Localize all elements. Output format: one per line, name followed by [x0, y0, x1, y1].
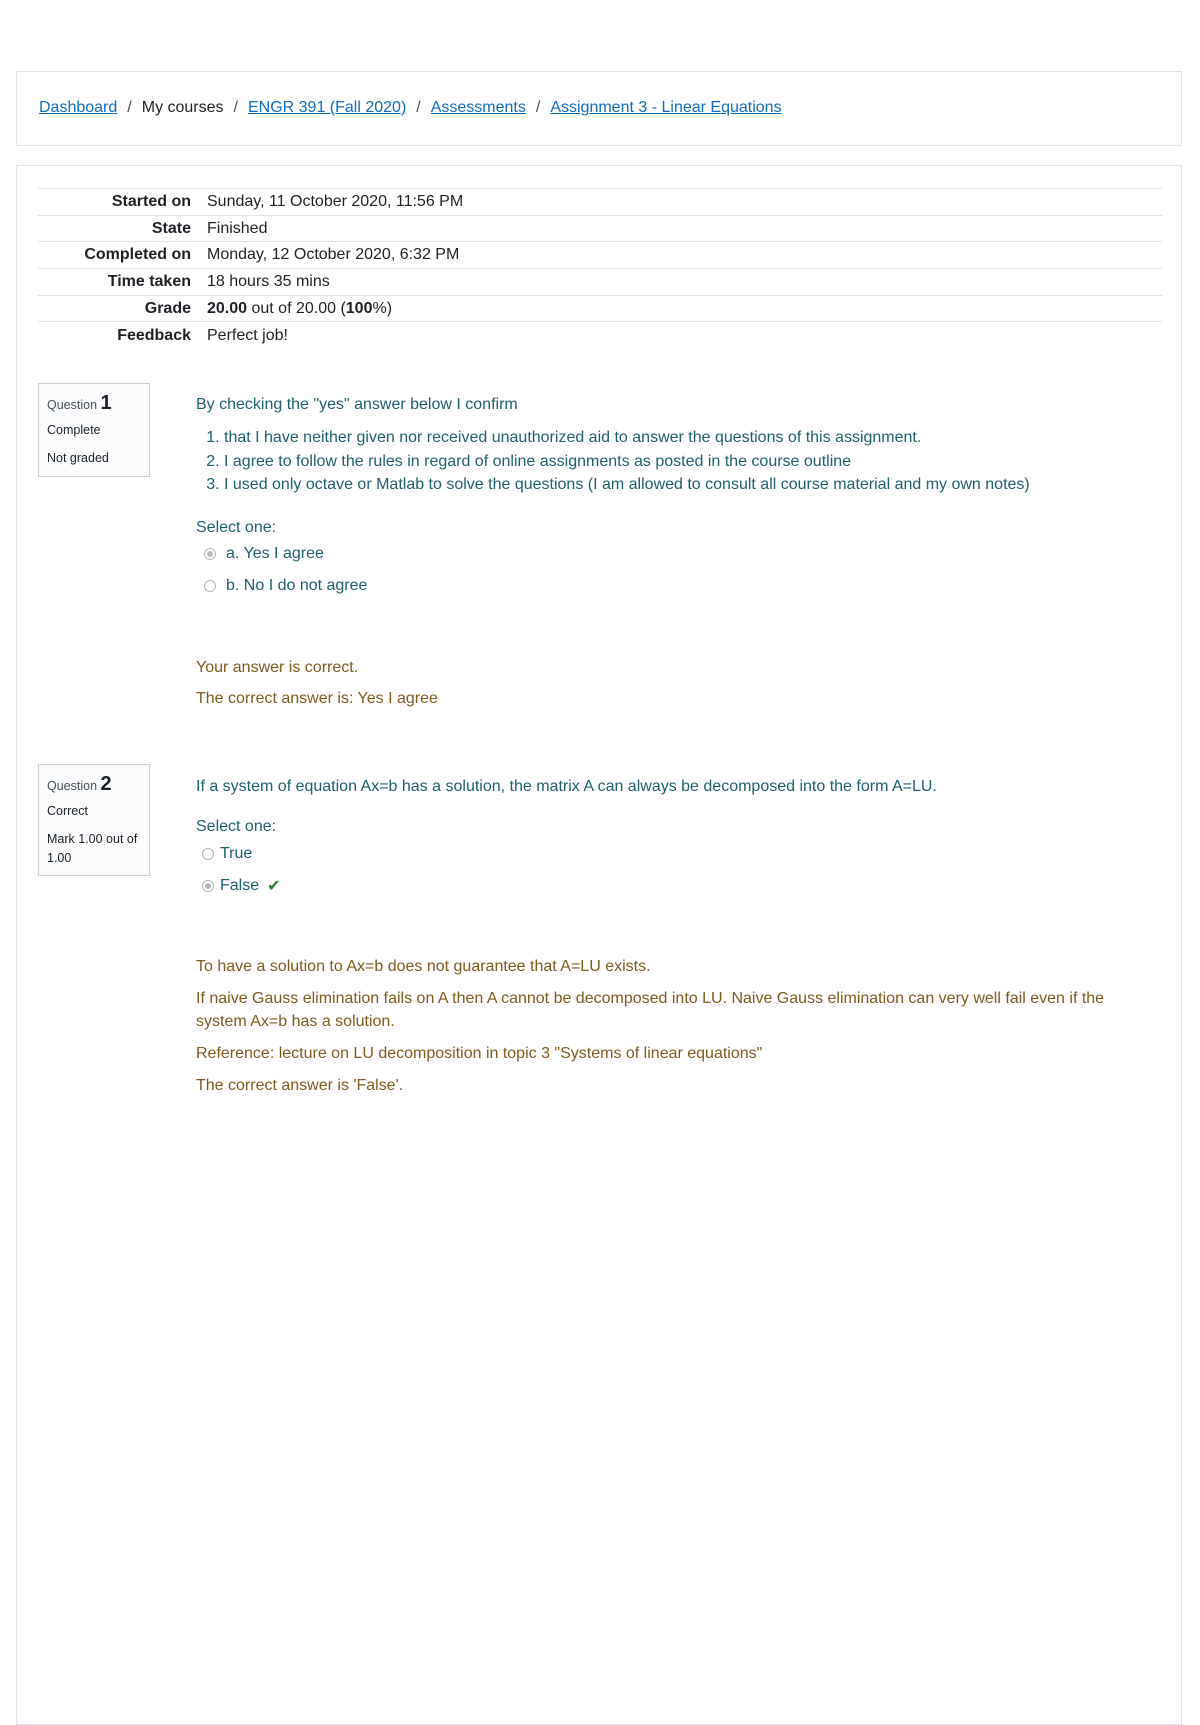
time-taken-value: 18 hours 35 mins [207, 272, 330, 290]
summary-row-started [38, 189, 1162, 216]
completed-on-value: Monday, 12 October 2020, 6:32 PM [207, 246, 460, 264]
option-label: a. Yes I agree [226, 545, 324, 562]
state-value: Finished [207, 219, 268, 237]
list-item: 3. I used only octave or Matlab to solve the questions (I am allowed to consult all course material and my own notes) [224, 473, 1136, 497]
feedback-line: The correct answer is 'False'. [196, 1077, 404, 1094]
question-2-text: If a system of equation Ax=b has a solution, the matrix A can always be decomposed into the form A=LU. [196, 778, 937, 795]
started-on-value: Sunday, 11 October 2020, 11:56 PM [207, 192, 464, 210]
question-1-stem: By checking the "yes" answer below I confirm [196, 396, 518, 413]
feedback-label: Feedback [117, 326, 191, 344]
option-false[interactable] [196, 874, 1136, 897]
grade-percent: 100 [345, 299, 373, 317]
option-true[interactable] [196, 842, 1136, 865]
question-status: Complete [47, 423, 101, 437]
radio-selected-icon[interactable] [204, 548, 216, 560]
question-2-number-line [47, 773, 141, 796]
breadcrumb-course-link[interactable]: ENGR 391 (Fall 2020) [247, 99, 407, 116]
option-label: b. No I do not agree [226, 577, 368, 594]
question-1-confirm-list [196, 426, 1136, 497]
state-label: State [151, 219, 191, 237]
option-no-disagree[interactable] [196, 575, 1136, 598]
started-on-label: Started on [111, 192, 191, 210]
question-mark: Mark 1.00 out of 1.00 [47, 831, 138, 865]
checkmark-icon: ✔ [267, 877, 281, 895]
breadcrumb [39, 99, 782, 117]
grade-suffix: %) [372, 299, 393, 317]
feedback-line: Reference: lecture on LU decomposition in topic 3 "Systems of linear equations" [196, 1045, 763, 1062]
grade-score: 20.00 [207, 299, 248, 317]
question-1-info [38, 383, 150, 477]
select-one-prompt: Select one: [196, 518, 277, 536]
summary-row-feedback [38, 322, 1162, 349]
question-1-text [196, 396, 1136, 497]
question-2-info [38, 764, 150, 876]
list-item: 2. I agree to follow the rules in regard of online assignments as posted in the course outline [224, 450, 1136, 474]
question-2-content [196, 778, 1136, 1105]
question-mark: Not graded [47, 450, 109, 465]
question-1-number-line [47, 392, 141, 415]
question-label: Question [47, 398, 98, 412]
breadcrumb-dashboard-link[interactable]: Dashboard [39, 99, 118, 116]
option-label: False [220, 876, 260, 894]
time-taken-label: Time taken [107, 272, 191, 290]
feedback-line: The correct answer is: Yes I agree [196, 689, 438, 707]
summary-row-completed [38, 242, 1162, 269]
breadcrumb-my-courses: My courses [141, 99, 224, 116]
grade-label: Grade [144, 299, 191, 317]
breadcrumb-separator: / [416, 99, 421, 116]
question-number: 2 [100, 773, 112, 795]
grade-out-of: out of 20.00 ( [247, 299, 346, 317]
select-one-prompt: Select one: [196, 818, 277, 835]
option-label: True [220, 844, 253, 862]
summary-row-grade [38, 295, 1162, 322]
breadcrumb-assignment-link[interactable]: Assignment 3 - Linear Equations [550, 99, 782, 116]
breadcrumb-assessments-link[interactable]: Assessments [430, 99, 526, 116]
feedback-value: Perfect job! [207, 326, 288, 344]
radio-unselected-icon[interactable] [204, 580, 216, 592]
feedback-line: Your answer is correct. [196, 658, 359, 676]
grade-value [199, 295, 1162, 322]
attempt-summary-table [38, 188, 1162, 349]
question-1-feedback [196, 656, 1136, 710]
breadcrumb-separator: / [535, 99, 541, 116]
summary-row-time [38, 269, 1162, 296]
question-label: Question [47, 779, 98, 793]
feedback-line: If naive Gauss elimination fails on A then A cannot be decomposed into LU. Naive Gauss elimination can very well fail even if the system Ax=b has a solution. [196, 990, 1105, 1030]
option-yes-agree[interactable] [196, 543, 1136, 566]
question-1-content [196, 396, 1136, 718]
list-item: 1. that I have neither given nor received unauthorized aid to answer the questions of this assignment. [224, 426, 1136, 450]
feedback-line: To have a solution to Ax=b does not guarantee that A=LU exists. [196, 958, 651, 975]
question-number: 1 [100, 392, 112, 414]
radio-selected-icon[interactable] [202, 880, 214, 892]
breadcrumb-separator: / [233, 99, 238, 116]
question-2-feedback [196, 955, 1136, 1097]
radio-unselected-icon[interactable] [202, 848, 214, 860]
breadcrumb-container [16, 71, 1182, 146]
breadcrumb-separator: / [127, 99, 132, 116]
question-status: Correct [47, 804, 88, 818]
completed-on-label: Completed on [84, 246, 191, 264]
summary-row-state [38, 215, 1162, 242]
